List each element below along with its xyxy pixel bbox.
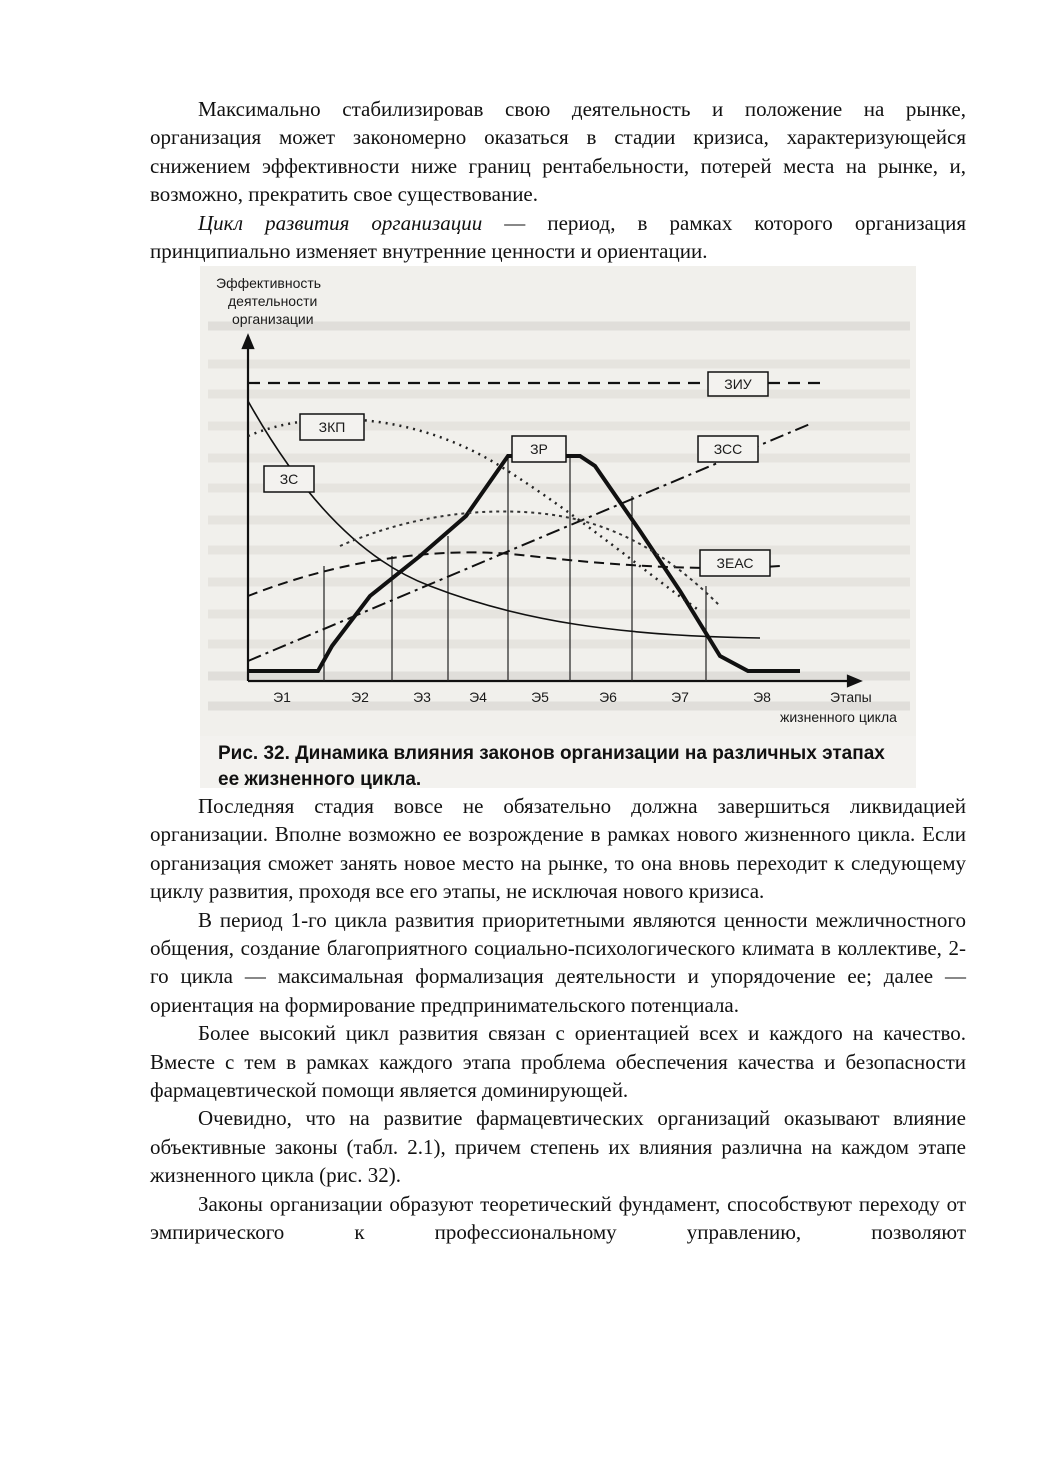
figure-diagram xyxy=(200,266,916,788)
paragraph: Более высокий цикл развития связан с ориентацией всех и каждого на качество. Вместе с тем в рамках каждого этапа проблема обеспечения качества и безопасности фармацевтической помощи является доминирующей. xyxy=(150,1021,966,1103)
x-axis-label-line2: жизненного цикла xyxy=(780,709,897,725)
box-zr xyxy=(512,436,566,462)
box-zss xyxy=(698,436,758,462)
stage-label: Э4 xyxy=(469,689,487,705)
box-ziu-label: ЗИУ xyxy=(724,376,752,392)
box-zkp xyxy=(300,414,364,440)
y-axis-label-line3: организации xyxy=(232,311,314,327)
stage-label: Э3 xyxy=(413,689,431,705)
stage-label: Э6 xyxy=(599,689,617,705)
term-italic: Цикл развития организации xyxy=(198,210,483,235)
stage-label: Э7 xyxy=(671,689,689,705)
box-ziu xyxy=(708,372,768,396)
stage-label: Э1 xyxy=(273,689,291,705)
stage-label: Э2 xyxy=(351,689,369,705)
figure-32 xyxy=(200,266,916,788)
stage-label: Э8 xyxy=(753,689,771,705)
figure-caption xyxy=(218,740,908,792)
paragraph: Максимально стабилизировав свою деятельность и положение на рынке, организация может закономерно оказаться в стадии кризиса, характеризующейся снижением эффективности ниже границ рентабельности, потерей места на рынке, и, возможно, прекратить свое существование. xyxy=(150,97,966,207)
y-axis-label-line2: деятельности xyxy=(228,293,318,309)
ghost-background xyxy=(200,266,916,736)
paragraph: Последняя стадия вовсе не обязательно должна завершиться ликвидацией организации. Вполне возможно ее возрождение в рамках нового жизненного цикла. Если организация сможет занять новое место на рынке, то она вновь переходит к следующему циклу развития, проходя все его этапы, не исключая нового кризиса. xyxy=(150,794,966,904)
paragraph: В период 1-го цикла развития приоритетными являются ценности межличностного общения, создание благоприятного социально-психологического климата в коллективе, 2-го цикла — максимальная формализация деятельности и упорядочение ее; далее — ориентация на формирование предпринимательского потенциала. xyxy=(150,907,966,1017)
box-zeas-label: ЗЕАС xyxy=(716,555,754,571)
paragraph: Законы организации образуют теоретический фундамент, способствуют переходу от эмпирического к профессиональному управлению, позволяют xyxy=(150,1191,966,1245)
body-text-top xyxy=(150,95,966,265)
body-text-bottom xyxy=(150,792,966,1247)
paragraph: Очевидно, что на развитие фармацевтических организаций оказывают влияние объективные законы (табл. 2.1), причем степень их влияния различна на каждом этапе жизненного цикла (рис. 32). xyxy=(150,1106,966,1188)
caption-number: Рис. 32. xyxy=(218,743,290,764)
box-zss-label: ЗСС xyxy=(713,441,743,457)
paragraph-rest: — период, в рамках которого организация принципиально изменяет внутренние ценности и ориентации. xyxy=(150,210,966,264)
box-zr-label: ЗР xyxy=(530,441,548,457)
box-zs xyxy=(264,466,314,492)
box-zs-label: ЗС xyxy=(279,471,299,487)
box-zkp-label: ЗКП xyxy=(318,419,346,435)
paragraph xyxy=(150,209,966,266)
y-axis-label-line1: Эффективность xyxy=(216,275,322,291)
box-zeas xyxy=(700,550,770,576)
caption-text: Динамика влияния законов организации на различных этапах ее жизненного цикла. xyxy=(218,743,885,790)
stage-label: Э5 xyxy=(531,689,549,705)
x-axis-label-line1: Этапы xyxy=(830,689,872,705)
